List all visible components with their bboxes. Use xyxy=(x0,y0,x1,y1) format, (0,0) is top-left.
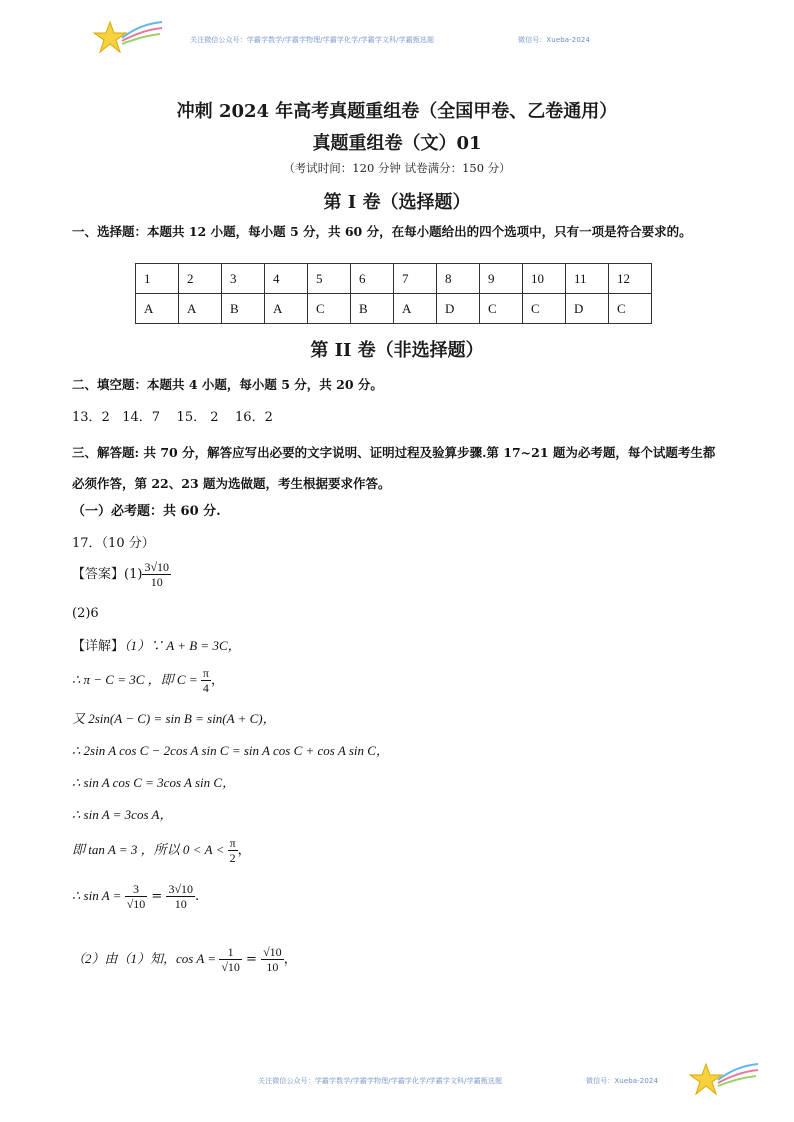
fraction-denominator: 10 xyxy=(174,897,187,911)
table-cell: 11 xyxy=(566,264,609,294)
table-cell: C xyxy=(609,294,652,324)
table-cell: B xyxy=(351,294,394,324)
table-cell: A xyxy=(394,294,437,324)
q17-step4: ∴ 2sin A cos C − 2cos A sin C = sin A cos C + cos A sin C， xyxy=(72,743,389,758)
table-cell: 10 xyxy=(523,264,566,294)
section2-heading: 二、填空题：本题共 4 小题，每小题 5 分，共 20 分。 xyxy=(72,377,383,392)
fraction xyxy=(125,882,148,911)
fraction-numerator: 3√10 xyxy=(168,882,194,896)
q17-step7 xyxy=(72,836,251,865)
step-text: ∴ π − C = 3C ，即 C = xyxy=(72,672,201,687)
table-cell: D xyxy=(566,294,609,324)
q17-step8 xyxy=(72,882,199,911)
table-cell: 8 xyxy=(437,264,480,294)
detail-label: 【详解】 xyxy=(72,639,125,654)
table-cell: 12 xyxy=(609,264,652,294)
footer-promo-text: 关注微信公众号：学霸学数学/学霸学物理/学霸学化学/学霸学文科/学霸甄选题 xyxy=(258,1077,503,1085)
step-text: （2）由（1）知，cos A = xyxy=(72,951,220,966)
table-cell: 3 xyxy=(222,264,265,294)
equals-sign: = xyxy=(241,952,262,967)
sub-title: 真题重组卷（文）01 xyxy=(312,133,482,154)
star-logo-icon xyxy=(688,1058,760,1104)
fraction-denominator: 4 xyxy=(202,681,209,695)
q17-step1 xyxy=(72,635,241,654)
header-wechat-text: 微信号：Xueba-2024 xyxy=(518,36,591,44)
equals-sign: = xyxy=(147,889,167,904)
q17-step9 xyxy=(72,945,297,974)
pi-over-2-fraction xyxy=(228,836,238,865)
step-text: 即 tan A = 3 ，所以 0 < A < xyxy=(72,842,228,857)
answer-1-fraction xyxy=(142,560,171,589)
section3-heading: 三、解答题: 共 70 分，解答应写出必要的文字说明、证明过程及验算步骤.第 17~21 题为必考题，每个试题考生都必须作答，第 22、23 题为选做题，考生根据要求作答。 xyxy=(72,445,716,491)
fraction-denominator: 10 xyxy=(150,575,163,589)
table-cell: C xyxy=(308,294,351,324)
table-cell: A xyxy=(265,294,308,324)
pi-over-4-fraction xyxy=(201,666,211,695)
fraction-numerator: 1 xyxy=(219,945,242,960)
footer-wechat-text: 微信号：Xueba-2024 xyxy=(586,1077,659,1085)
table-cell: D xyxy=(437,294,480,324)
section3-required: （一）必考题：共 60 分. xyxy=(72,504,221,519)
answer-table-answers-row xyxy=(136,294,652,324)
table-cell: 5 xyxy=(308,264,351,294)
fraction xyxy=(261,945,284,974)
q17-answer xyxy=(72,560,171,589)
table-cell: C xyxy=(523,294,566,324)
q17-step2 xyxy=(72,666,224,695)
answer-table-numbers-row xyxy=(136,264,652,294)
q17-step3: 又 2sin(A − C) = sin B = sin(A + C)， xyxy=(72,711,276,726)
exam-info: （考试时间：120 分钟 试卷满分：150 分） xyxy=(283,161,511,175)
main-title: 冲刺 2024 年高考真题重组卷（全国甲卷、乙卷通用） xyxy=(176,101,618,122)
fraction-denominator: 10 xyxy=(266,960,279,974)
table-cell: A xyxy=(136,294,179,324)
table-cell: 6 xyxy=(351,264,394,294)
answer-table xyxy=(135,263,652,324)
q17-step6: ∴ sin A = 3cos A， xyxy=(72,807,173,822)
step-text: ∴ sin A = xyxy=(72,888,125,903)
fraction-numerator: √10 xyxy=(263,945,282,959)
q17-answer-2: (2)6 xyxy=(72,606,99,621)
table-cell: A xyxy=(179,294,222,324)
table-cell: C xyxy=(480,294,523,324)
q17-step5: ∴ sin A cos C = 3cos A sin C， xyxy=(72,775,236,790)
fraction-numerator: π xyxy=(229,836,236,850)
q17-title: 17．（10 分） xyxy=(72,536,155,551)
step-text: ， xyxy=(237,843,251,858)
fraction-denominator: √10 xyxy=(126,897,146,911)
header-promo-text: 关注微信公众号：学霸学数学/学霸学物理/学霸学化学/学霸学文科/学霸甄选题 xyxy=(190,36,435,44)
fraction xyxy=(219,945,242,974)
answer-label: 【答案】 xyxy=(72,567,125,582)
section2-answers: 13．2 14．7 15． 2 16．2 xyxy=(72,410,273,425)
table-cell: 9 xyxy=(480,264,523,294)
fraction-numerator: π xyxy=(202,666,209,680)
fraction-denominator: √10 xyxy=(221,960,240,974)
part1-title: 第 I 卷（选择题） xyxy=(323,192,471,213)
fraction-numerator: 3√10 xyxy=(144,560,170,574)
table-cell: 2 xyxy=(179,264,222,294)
fraction xyxy=(166,882,195,911)
table-cell: 4 xyxy=(265,264,308,294)
fraction-numerator: 3 xyxy=(125,882,148,897)
step-text: ， xyxy=(283,952,297,967)
table-cell: B xyxy=(222,294,265,324)
table-cell: 1 xyxy=(136,264,179,294)
section1-heading: 一、选择题：本题共 12 小题，每小题 5 分，共 60 分，在每小题给出的四个选项中，只有一项是符合要求的。 xyxy=(72,224,692,239)
step-text: （1）∵ A + B = 3C， xyxy=(124,638,241,653)
step-text: ， xyxy=(210,673,224,688)
fraction-denominator: 2 xyxy=(229,851,236,865)
table-cell: 7 xyxy=(394,264,437,294)
step-text: . xyxy=(195,889,200,904)
part2-title: 第 II 卷（非选择题） xyxy=(310,340,484,361)
star-logo-icon xyxy=(92,16,164,62)
answer-1-prefix: (1) xyxy=(124,567,143,582)
